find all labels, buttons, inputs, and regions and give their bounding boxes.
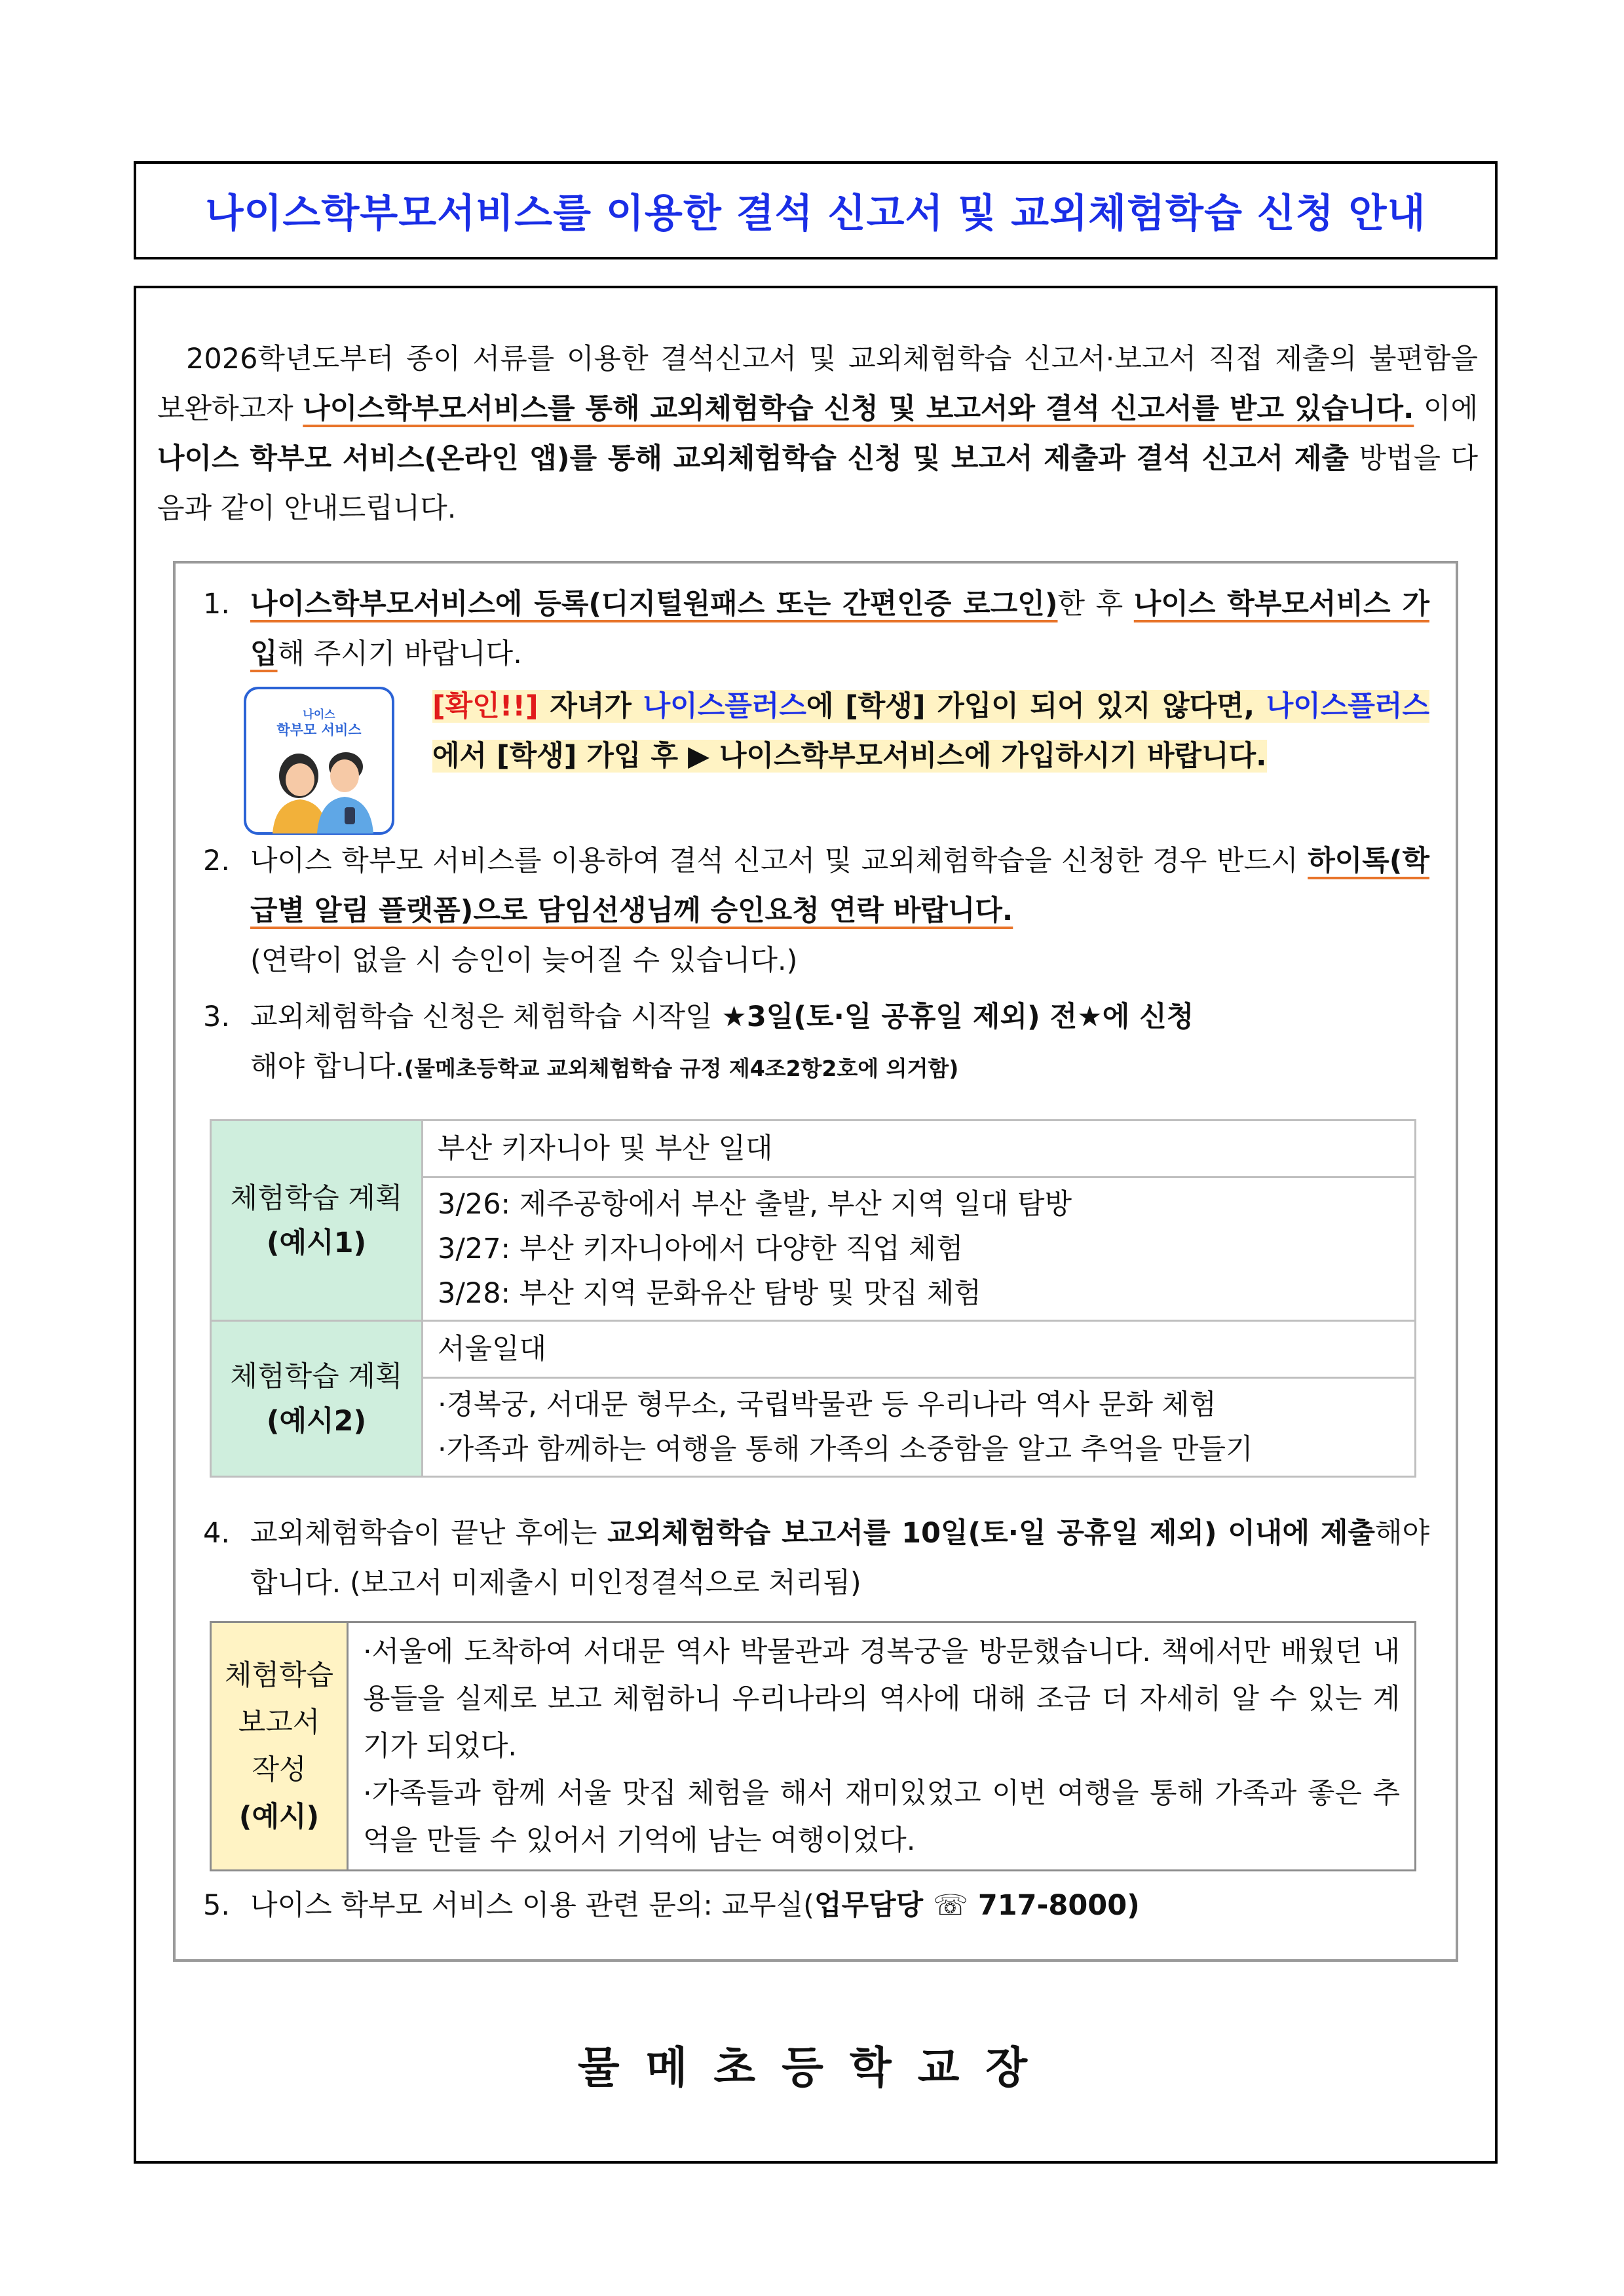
plan-label-text: 체험학습 계획 [230, 1181, 403, 1215]
item-3-text-a: 교외체험학습 신청은 체험학습 시작일 [250, 1001, 722, 1033]
parents-illustration-icon [246, 742, 392, 833]
report-paragraph: ·서울에 도착하여 서대문 역사 박물관과 경복궁을 방문했습니다. 책에서만 배웠던 내용들을 실제로 보고 체험하니 우리나라의 역사에 대해 조금 더 자세히 알 수 있는 계기가 되었다. [363, 1636, 1400, 1763]
school-principal-signature: 물메초등학교장 [577, 2042, 1054, 2093]
item-3-text-d: (물메초등학교 교외체험학습 규정 제4조2항2호에 의거함) [404, 1056, 959, 1081]
note-neis-plus-2: 나이스플러스 [1266, 690, 1429, 723]
notice-title-box [134, 161, 1498, 259]
plan-label-text: 체험학습 계획 [230, 1360, 403, 1393]
item-2-text-c: (연락이 없을 시 승인이 늦어질 수 있습니다.) [250, 944, 798, 977]
notice-title: 나이스학부모서비스를 이용한 결석 신고서 및 교외체험학습 신청 안내 [205, 191, 1426, 237]
table-row [211, 1120, 1416, 1177]
intro-text-2: 나이스학부모서비스를 통해 교외체험학습 신청 및 보고서와 결석 신고서를 받고 있습니다. [303, 392, 1414, 425]
note-text-f: 에서 [학생] 가입 후 ▶ 나이스학부모서비스에 가입하시기 바랍니다. [432, 740, 1267, 773]
item-4-text-a: 교외체험학습이 끝난 후에는 [250, 1517, 608, 1550]
report-label-line: 체험학습 [224, 1659, 334, 1692]
report-paragraph: ·가족들과 함께 서울 맛집 체험을 해서 재미있었고 이번 여행을 통해 가족과 좋은 추억을 만들 수 있어서 기억에 남는 여행이었다. [363, 1777, 1400, 1857]
item-1-text-d: 해 주시기 바랍니다. [277, 638, 522, 670]
item-4-text-b: 교외체험학습 보고서를 10일(토·일 공휴일 제외) 이내에 제출 [607, 1517, 1375, 1550]
item-4-text-c: 해야 합니다. (보고서 미제출시 미인정결석으로 처리됨) [250, 1517, 1429, 1599]
item-2-text-b: 하이톡(학급별 알림 플랫폼)으로 담임선생님께 승인요청 연락 바랍니다. [250, 845, 1429, 927]
report-example-text [348, 1622, 1416, 1871]
signup-warning-note [432, 681, 1429, 781]
plan-example-1-label [211, 1120, 423, 1321]
plan-example-1-destination: 부산 키자니아 및 부산 일대 [423, 1120, 1416, 1177]
item-number: 5. [203, 1889, 231, 1922]
item-number: 3. [203, 1001, 231, 1033]
plan-example-2-schedule [423, 1378, 1416, 1477]
report-label-line: 보고서 [238, 1706, 320, 1739]
intro-text-5: 방법을 다음과 같이 안내드립니다. [157, 442, 1478, 525]
report-label-example: (예시) [238, 1801, 320, 1833]
note-confirm-tag: [확인!!] [432, 690, 538, 723]
report-label-line: 작성 [252, 1753, 307, 1786]
neis-parent-app-icon [244, 687, 394, 835]
schedule-line: 3/27: 부산 키자니아에서 다양한 직업 체험 [438, 1233, 964, 1265]
item-number: 4. [203, 1517, 231, 1550]
item-1-text-b: 한 후 [1057, 588, 1134, 621]
intro-paragraph [157, 334, 1478, 533]
app-icon-line-2: 학부모 서비스 [276, 722, 362, 738]
plan-label-example: (예시1) [266, 1226, 367, 1259]
schedule-line: ·경복궁, 서대문 형무소, 국립박물관 등 우리나라 역사 문화 체험 [438, 1388, 1217, 1421]
item-2-text-a: 나이스 학부모 서비스를 이용하여 결석 신고서 및 교외체험학습을 신청한 경우 반드시 [250, 845, 1308, 877]
field-trip-plan-table [210, 1119, 1416, 1478]
note-neis-plus-1: 나이스플러스 [643, 690, 806, 723]
plan-example-2-label [211, 1321, 423, 1477]
field-trip-report-table [210, 1621, 1416, 1871]
report-example-label [211, 1622, 348, 1871]
intro-text-4: 나이스 학부모 서비스(온라인 앱)를 통해 교외체험학습 신청 및 보고서 제출과 결석 신고서 제출 [157, 442, 1349, 475]
plan-example-2-destination: 서울일대 [423, 1321, 1416, 1378]
item-3-text-c: 해야 합니다. [250, 1050, 405, 1083]
schedule-line: ·가족과 함께하는 여행을 통해 가족의 소중함을 알고 추억을 만들기 [438, 1433, 1253, 1466]
item-number: 2. [203, 845, 231, 877]
item-3-text-b: ★3일(토·일 공휴일 제외) 전★에 신청 [721, 1001, 1194, 1033]
intro-text-1: 2026학년도부터 종이 서류를 이용한 결석신고서 및 교외체험학습 신고서·보고서 직접 제출의 불편함을 보완하고자 [157, 343, 1478, 425]
note-text-d: 에 [학생] 가입이 되어 있지 않다면, [806, 690, 1266, 723]
item-1-text-c: 나이스 학부모서비스 가입 [250, 588, 1429, 670]
item-5-contact: 업무담당 ☏ 717-8000) [814, 1889, 1140, 1922]
item-number: 1. [203, 588, 231, 621]
table-row [211, 1622, 1416, 1871]
app-icon-line-1: 나이스 [303, 708, 335, 721]
item-5-text-a: 나이스 학부모 서비스 이용 관련 문의: 교무실( [250, 1889, 814, 1922]
schedule-line: 3/26: 제주공항에서 부산 출발, 부산 지역 일대 탐방 [438, 1188, 1072, 1221]
item-1-text-a: 나이스학부모서비스에 등록(디지털원패스 또는 간편인증 로그인) [250, 588, 1058, 621]
note-text-b: 자녀가 [538, 690, 643, 723]
plan-label-example: (예시2) [266, 1404, 367, 1438]
table-row [211, 1321, 1416, 1378]
intro-text-3: 이에 [1414, 392, 1478, 425]
plan-example-1-schedule [423, 1177, 1416, 1321]
schedule-line: 3/28: 부산 지역 문화유산 탐방 및 맛집 체험 [438, 1277, 981, 1310]
